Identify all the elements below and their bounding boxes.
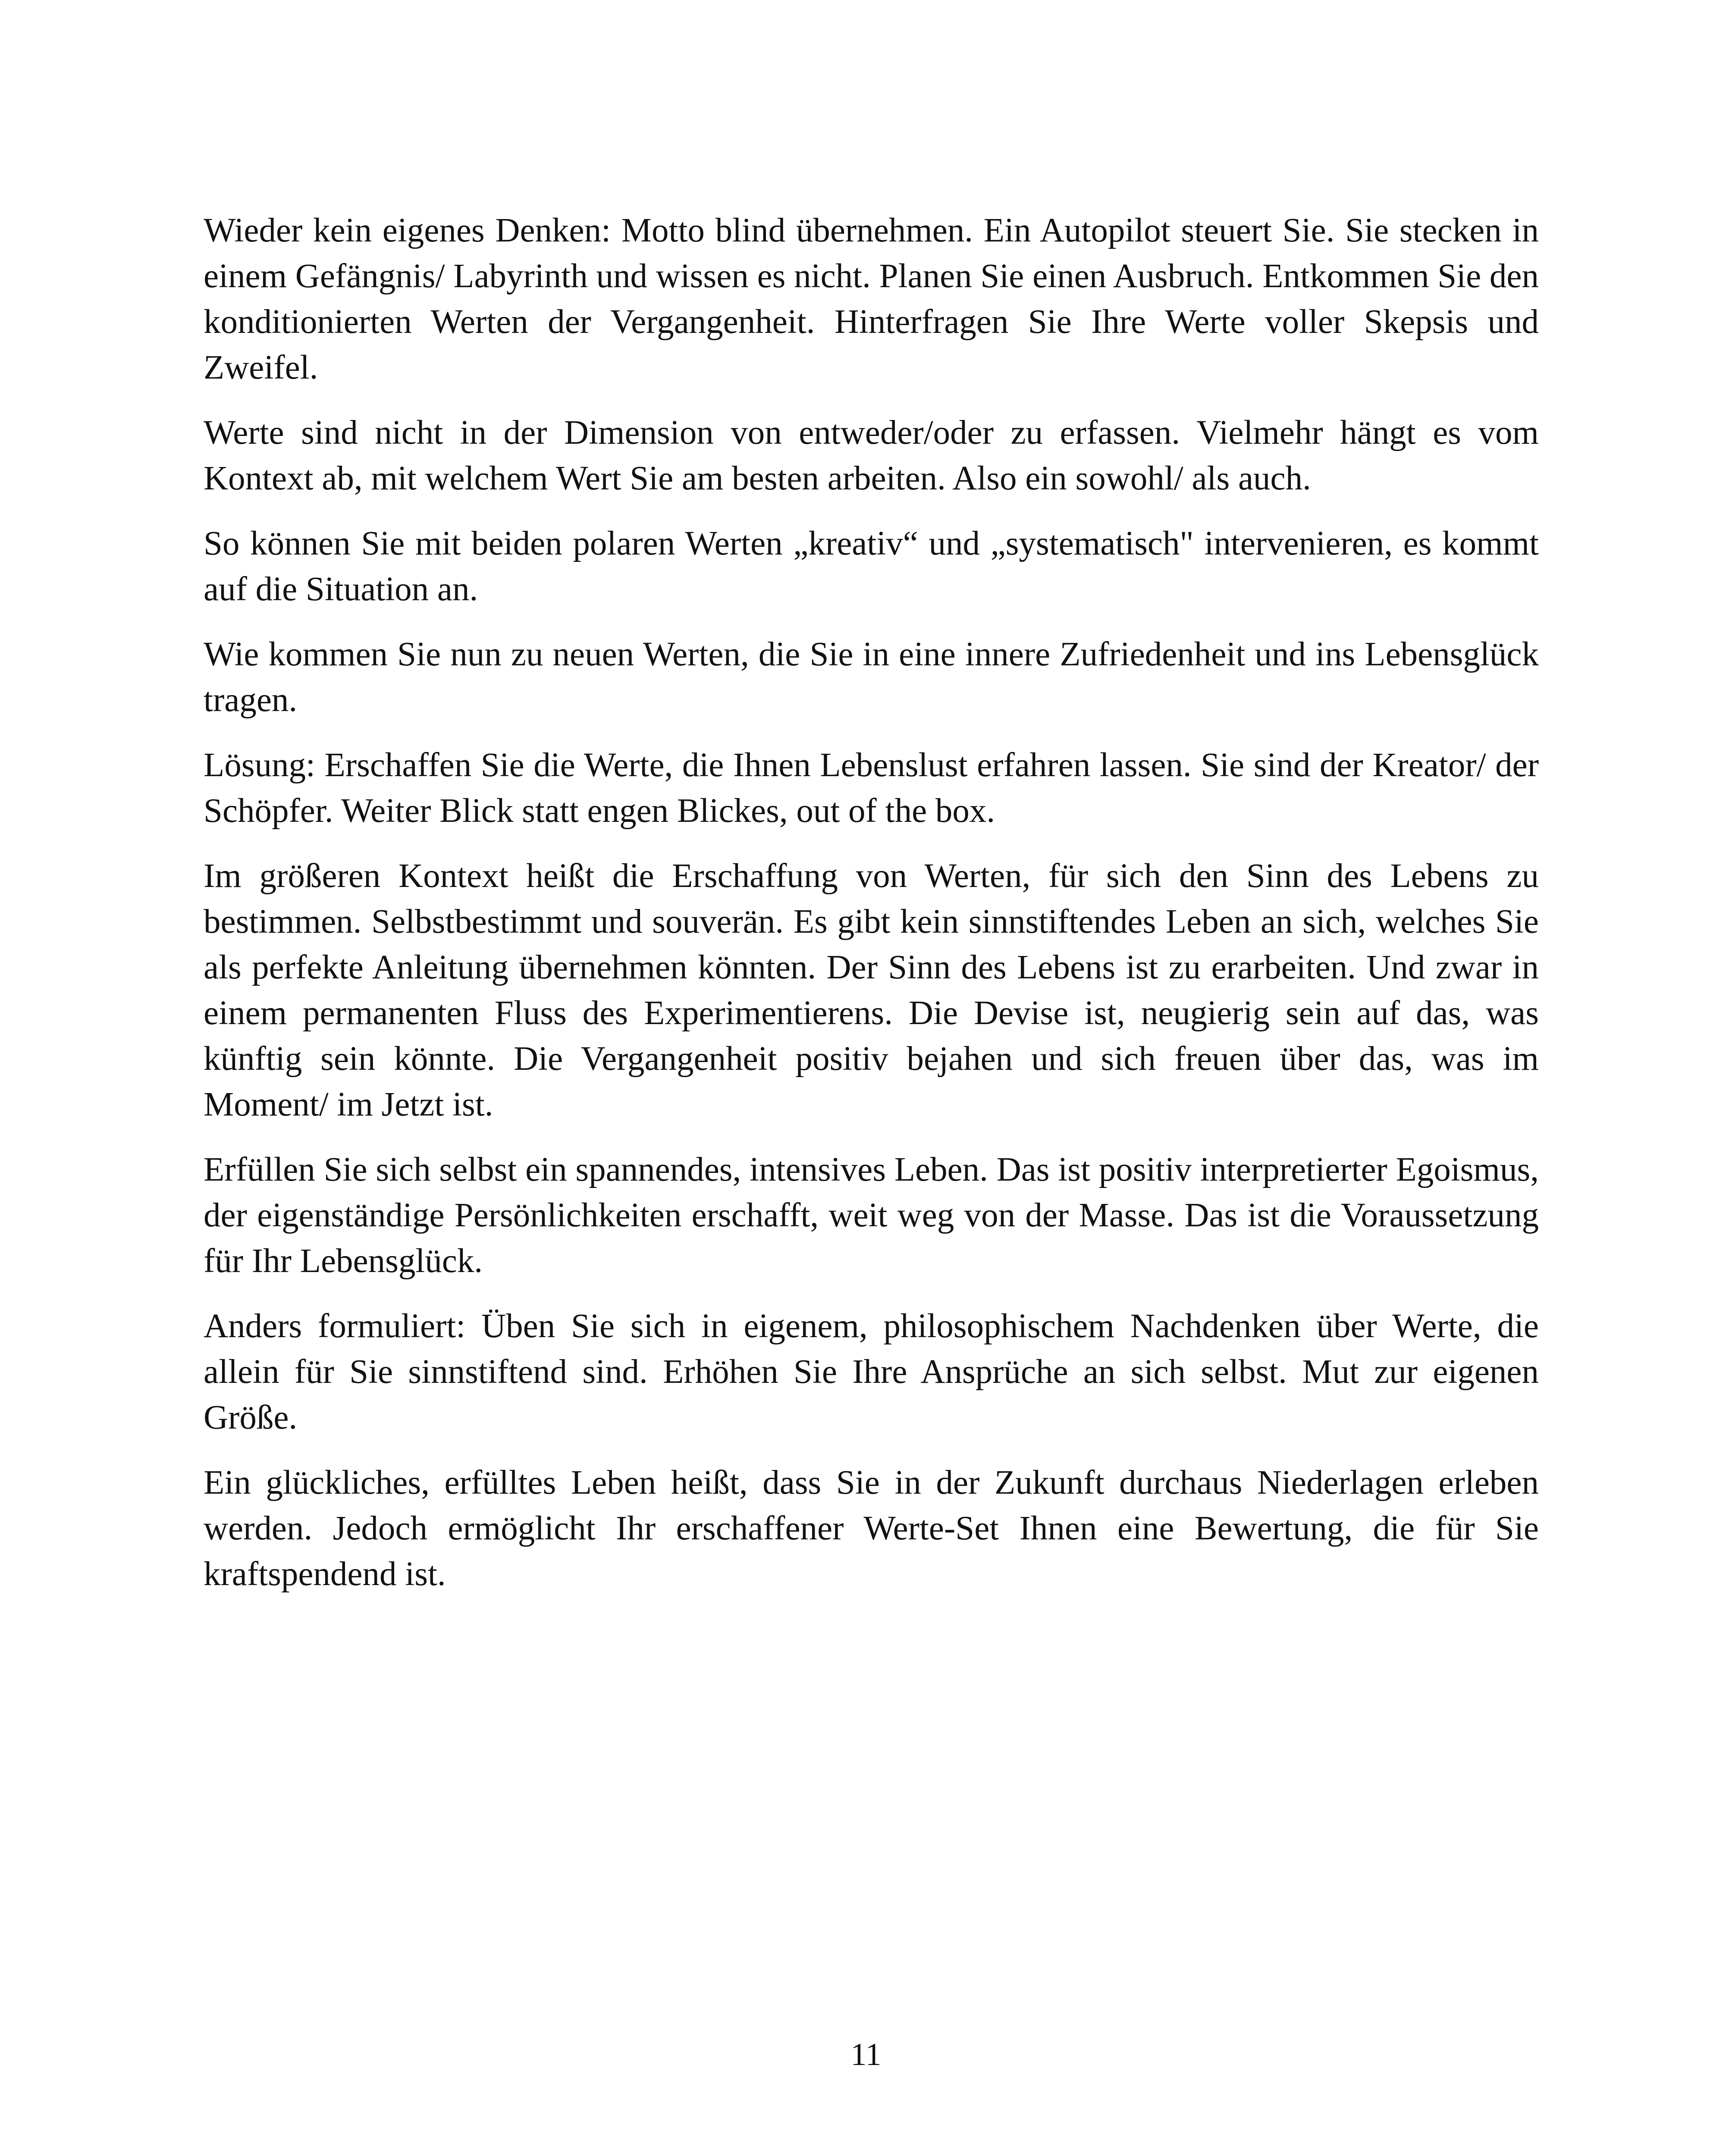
- paragraph-3: So können Sie mit beiden polaren Werten „kreativ“ und „systematisch" intervenieren, es kommt auf die Situation an.: [204, 525, 1539, 608]
- paragraph-8: Anders formuliert: Üben Sie sich in eigenem, philosophischem Nachdenken über Werte, die allein für Sie sinnstiftend sind. Erhöhen Sie Ihre Ansprüche an sich selbst. Mut zur eigenen Größe.: [204, 1307, 1539, 1436]
- paragraph-1: Wieder kein eigenes Denken: Motto blind übernehmen. Ein Autopilot steuert Sie. Sie stecken in einem Gefängnis/ Labyrinth und wissen es nicht. Planen Sie einen Ausbruch. Entkommen Sie den konditionierten Werten der Vergangenheit. Hinterfragen Sie Ihre Werte voller Skepsis und Zweifel.: [204, 212, 1539, 386]
- paragraph-2: Werte sind nicht in der Dimension von entweder/oder zu erfassen. Vielmehr hängt es vom Kontext ab, mit welchem Wert Sie am besten arbeiten. Also ein sowohl/ als auch.: [204, 414, 1539, 497]
- paragraph-6: Im größeren Kontext heißt die Erschaffung von Werten, für sich den Sinn des Lebens zu bestimmen. Selbstbestimmt und souverän. Es gibt kein sinnstiftendes Leben an sich, welches Sie als perfekte Anleitung übernehmen könnten. Der Sinn des Lebens ist zu erarbeiten. Und zwar in einem permanenten Fluss des Experimentierens. Die Devise ist, neugierig sein auf das, was künftig sein könnte. Die Vergangenheit positiv bejahen und sich freuen über das, was im Moment/ im Jetzt ist.: [204, 857, 1539, 1123]
- paragraph-5: Lösung: Erschaffen Sie die Werte, die Ihnen Lebenslust erfahren lassen. Sie sind der Kreator/ der Schöpfer. Weiter Blick statt engen Blickes, out of the box.: [204, 746, 1539, 830]
- paragraph-7: Erfüllen Sie sich selbst ein spannendes, intensives Leben. Das ist positiv interpretierter Egoismus, der eigenständige Persönlichkeiten erschafft, weit weg von der Masse. Das ist die Voraussetzung für Ihr Lebensglück.: [204, 1151, 1539, 1280]
- body-text: [204, 208, 1539, 1617]
- paragraph-9: Ein glückliches, erfülltes Leben heißt, dass Sie in der Zukunft durchaus Niederlagen erleben werden. Jedoch ermöglicht Ihr erschaffener Werte-Set Ihnen eine Bewertung, die für Sie kraftspendend ist.: [204, 1464, 1539, 1593]
- page-number: 11: [850, 2037, 882, 2072]
- paragraph-4: Wie kommen Sie nun zu neuen Werten, die Sie in eine innere Zufriedenheit und ins Lebensglück tragen.: [204, 636, 1539, 719]
